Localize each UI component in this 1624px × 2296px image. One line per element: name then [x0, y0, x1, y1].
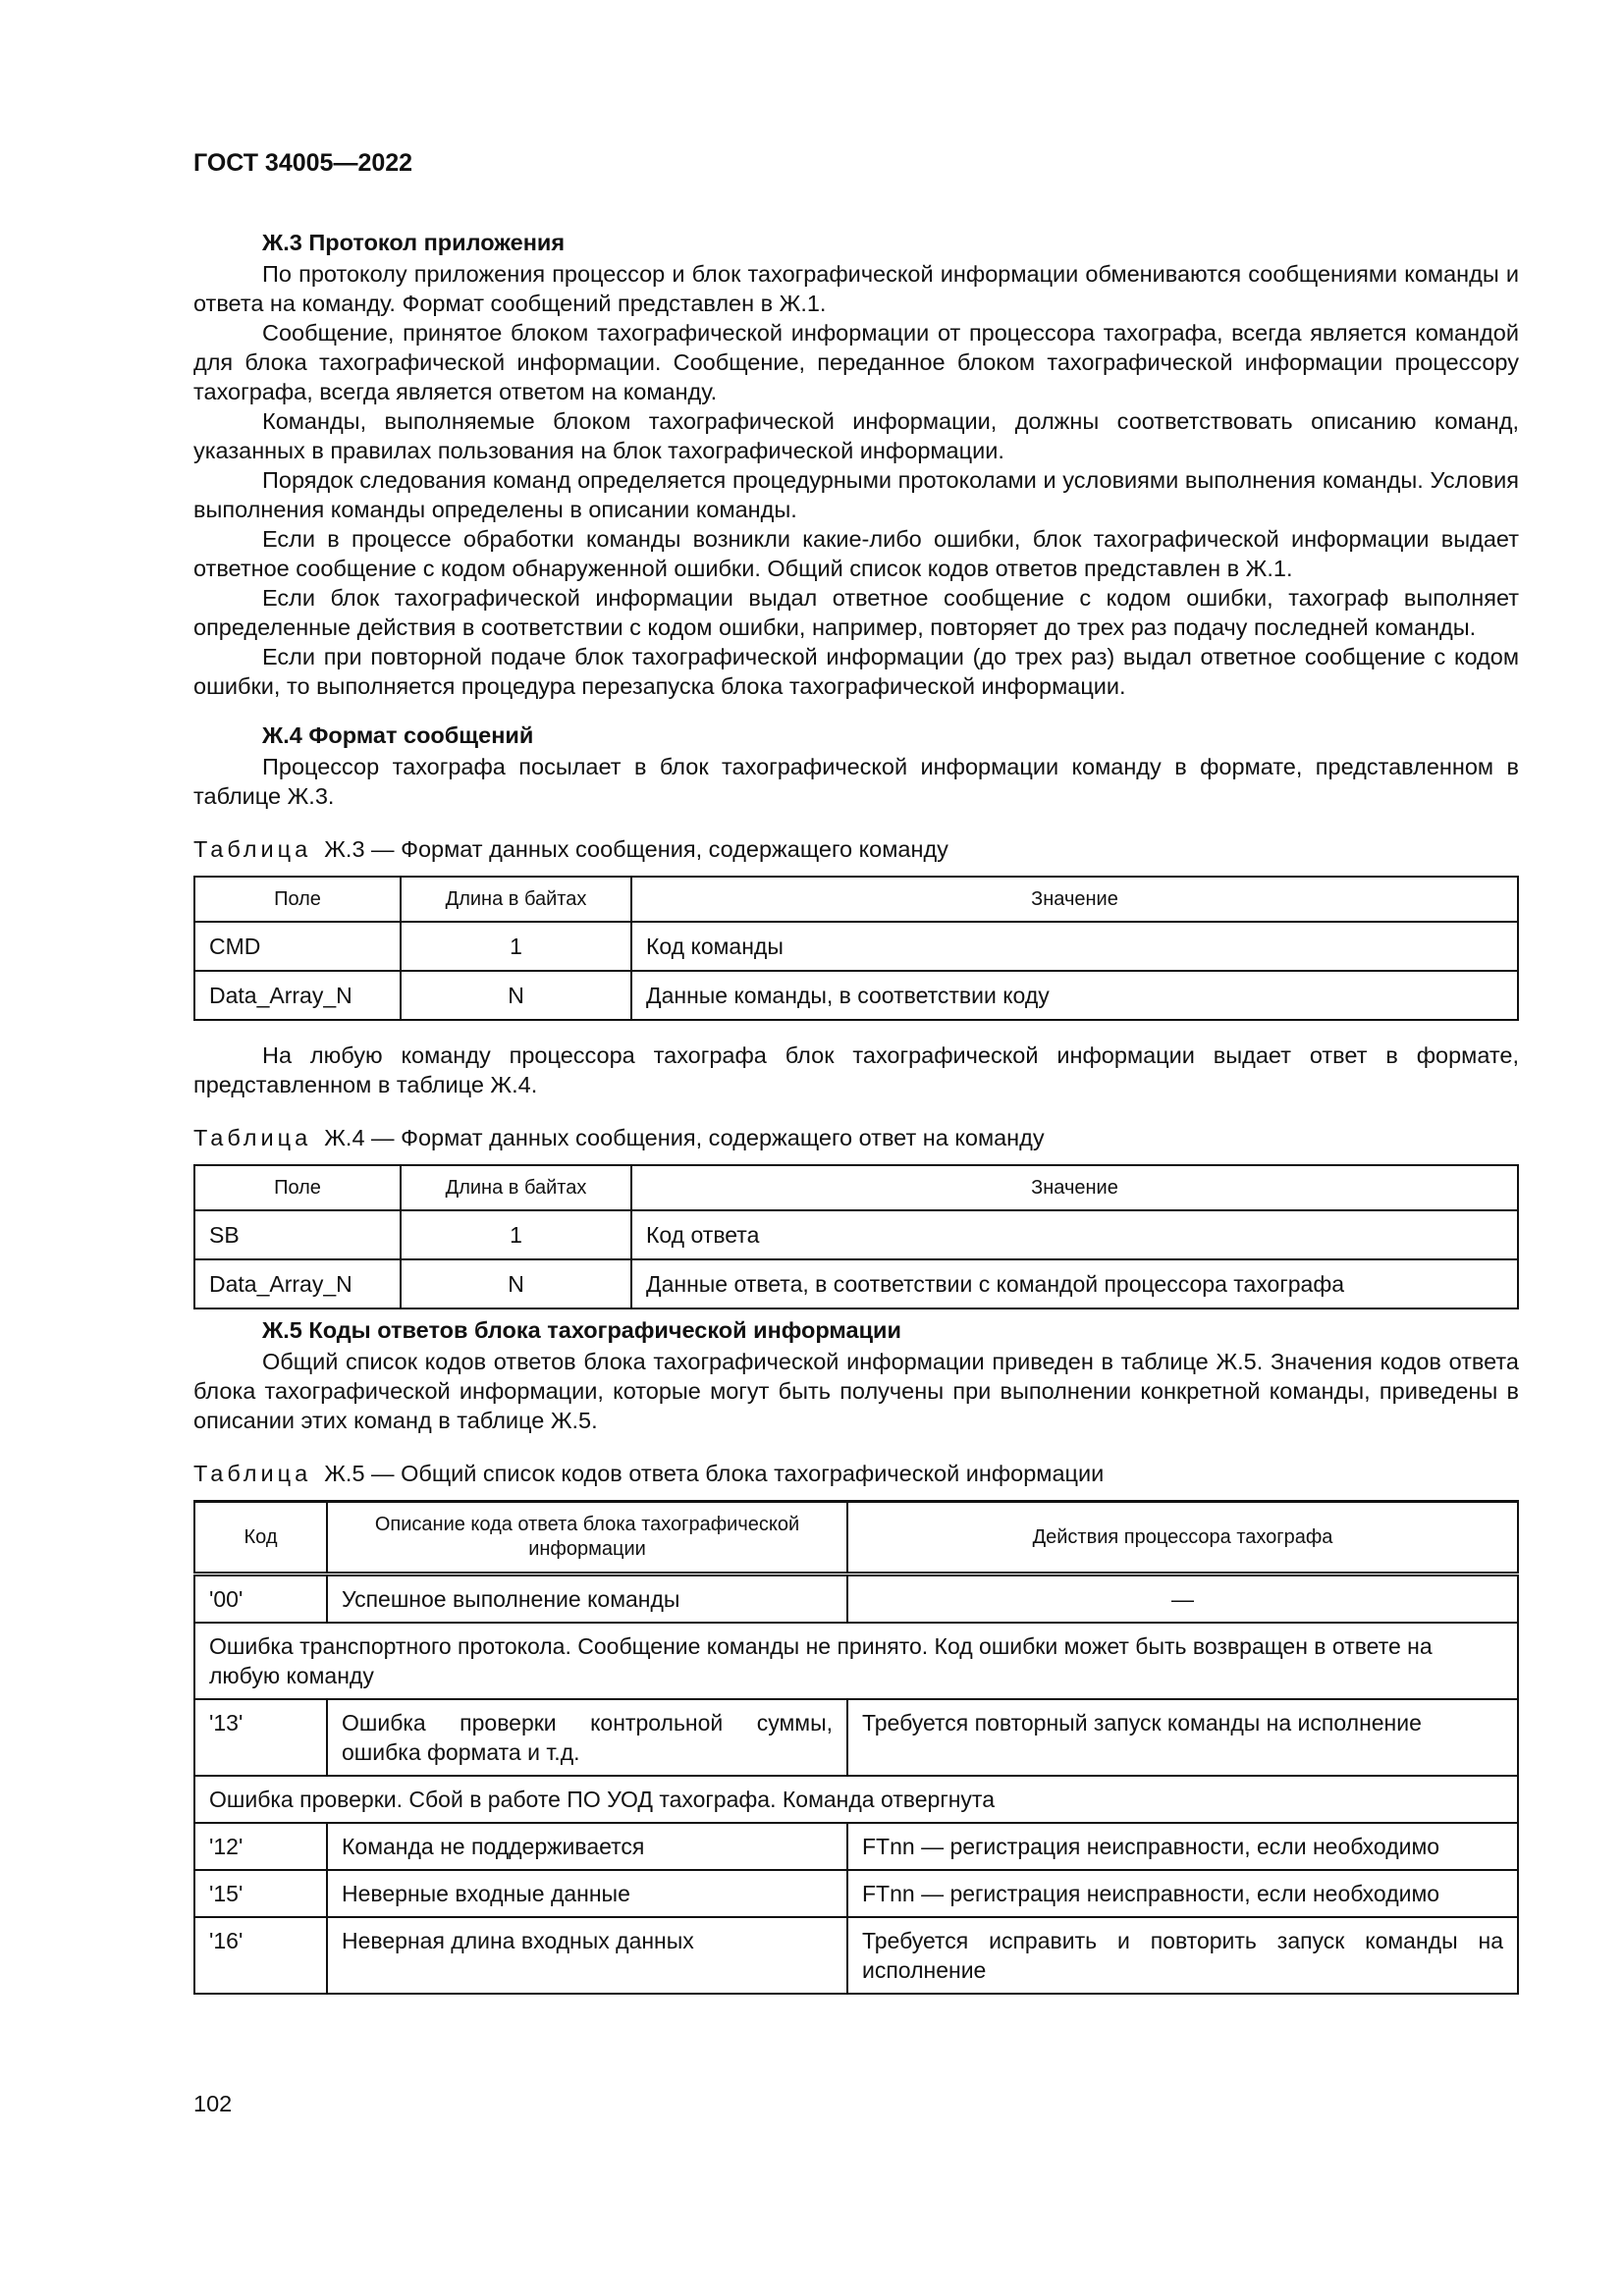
table-caption-zh3	[193, 834, 1519, 864]
paragraph: Общий список кодов ответов блока тахографической информации приведен в таблице Ж.5. Значения кодов ответа блока тахографической информации, которые могут быть получены при выполнении конкретной команды, приведены в описании этих команд в таблице Ж.5.	[193, 1349, 1519, 1433]
table-cell: Требуется повторный запуск команды на исполнение	[847, 1699, 1518, 1776]
table-cell: SB	[194, 1210, 401, 1259]
column-header: Описание кода ответа блока тахографической информации	[327, 1502, 847, 1575]
table-zh5	[193, 1500, 1519, 1995]
column-header: Действия процессора тахографа	[847, 1502, 1518, 1575]
table-caption-word: Таблица	[193, 836, 312, 862]
table-cell: 1	[401, 922, 631, 971]
table-header-row	[194, 1165, 1518, 1210]
column-header: Значение	[631, 1165, 1518, 1210]
table-row	[194, 1917, 1518, 1994]
column-header: Длина в байтах	[401, 1165, 631, 1210]
paragraph: Сообщение, принятое блоком тахографической информации от процессора тахографа, всегда является командой для блока тахографической информации. Сообщение, переданное блоком тахографической информации процессору тахографа, всегда является ответом на команду.	[193, 320, 1519, 404]
table-row	[194, 1210, 1518, 1259]
table-cell: Данные ответа, в соответствии с командой процессора тахографа	[631, 1259, 1518, 1308]
paragraph: Процессор тахографа посылает в блок тахографической информации команду в формате, представленном в таблице Ж.3.	[193, 754, 1519, 809]
table-zh3	[193, 876, 1519, 1021]
table-zh4	[193, 1164, 1519, 1309]
table-cell: Требуется исправить и повторить запуск команды на исполнение	[847, 1917, 1518, 1994]
table-cell: Код команды	[631, 922, 1518, 971]
table-header-row	[194, 877, 1518, 922]
table-cell: Data_Array_N	[194, 971, 401, 1020]
table-cell: '12'	[194, 1823, 327, 1870]
table-row	[194, 971, 1518, 1020]
table-cell: Код ответа	[631, 1210, 1518, 1259]
table-row	[194, 1699, 1518, 1776]
table-cell: '00'	[194, 1575, 327, 1624]
table-cell: CMD	[194, 922, 401, 971]
table-row	[194, 1823, 1518, 1870]
page-content	[193, 228, 1519, 1995]
table-row	[194, 922, 1518, 971]
table-cell: Неверные входные данные	[327, 1870, 847, 1917]
table-cell: Data_Array_N	[194, 1259, 401, 1308]
table-caption-text: Ж.5 — Общий список кодов ответа блока тахографической информации	[324, 1461, 1105, 1486]
column-header: Поле	[194, 1165, 401, 1210]
table-cell: FTnn — регистрация неисправности, если необходимо	[847, 1823, 1518, 1870]
table-cell: Неверная длина входных данных	[327, 1917, 847, 1994]
paragraph: На любую команду процессора тахографа блок тахографической информации выдает ответ в формате, представленном в таблице Ж.4.	[193, 1042, 1519, 1097]
paragraph: Если при повторной подаче блок тахографической информации (до трех раз) выдал ответное сообщение с кодом ошибки, то выполняется процедура перезапуска блока тахографической информации.	[193, 644, 1519, 699]
table-cell: FTnn — регистрация неисправности, если необходимо	[847, 1870, 1518, 1917]
table-cell: '13'	[194, 1699, 327, 1776]
table-caption-text: Ж.3 — Формат данных сообщения, содержащего команду	[324, 836, 948, 862]
table-header-row	[194, 1502, 1518, 1575]
paragraph: Команды, выполняемые блоком тахографической информации, должны соответствовать описанию команд, указанных в правилах пользования на блок тахографической информации.	[193, 408, 1519, 463]
section-title-zh5: Ж.5 Коды ответов блока тахографической информации	[262, 1317, 901, 1343]
page-number: 102	[193, 2091, 233, 2116]
paragraph: Если блок тахографической информации выдал ответное сообщение с кодом ошибки, тахограф выполняет определенные действия в соответствии с кодом ошибки, например, повторяет до трех раз подачу последней команды.	[193, 585, 1519, 640]
table-cell: N	[401, 1259, 631, 1308]
table-group-row	[194, 1776, 1518, 1823]
table-row	[194, 1259, 1518, 1308]
table-group-cell: Ошибка проверки. Сбой в работе ПО УОД тахографа. Команда отвергнута	[194, 1776, 1518, 1823]
table-caption-text: Ж.4 — Формат данных сообщения, содержащего ответ на команду	[324, 1125, 1045, 1150]
table-cell: Успешное выполнение команды	[327, 1575, 847, 1624]
document-header: ГОСТ 34005—2022	[193, 149, 413, 177]
table-caption-zh5	[193, 1459, 1519, 1488]
section-title-zh4: Ж.4 Формат сообщений	[262, 722, 534, 748]
table-caption-word: Таблица	[193, 1461, 312, 1486]
table-cell: Данные команды, в соответствии коду	[631, 971, 1518, 1020]
table-cell: '16'	[194, 1917, 327, 1994]
paragraph: Порядок следования команд определяется процедурными протоколами и условиями выполнения команды. Условия выполнения команды определены в описании команды.	[193, 467, 1519, 522]
column-header: Значение	[631, 877, 1518, 922]
column-header: Поле	[194, 877, 401, 922]
table-cell: '15'	[194, 1870, 327, 1917]
paragraph: По протоколу приложения процессор и блок тахографической информации обмениваются сообщениями команды и ответа на команду. Формат сообщений представлен в Ж.1.	[193, 261, 1519, 316]
table-cell: Ошибка проверки контрольной суммы, ошибка формата и т.д.	[327, 1699, 847, 1776]
table-cell: —	[847, 1575, 1518, 1624]
table-caption-word: Таблица	[193, 1125, 312, 1150]
table-cell: Команда не поддерживается	[327, 1823, 847, 1870]
column-header: Длина в байтах	[401, 877, 631, 922]
table-group-row	[194, 1623, 1518, 1699]
table-group-cell: Ошибка транспортного протокола. Сообщение команды не принято. Код ошибки может быть возвращен в ответе на любую команду	[194, 1623, 1518, 1699]
table-cell: N	[401, 971, 631, 1020]
section-title-zh3: Ж.3 Протокол приложения	[262, 230, 566, 255]
paragraph: Если в процессе обработки команды возникли какие-либо ошибки, блок тахографической информации выдает ответное сообщение с кодом обнаруженной ошибки. Общий список кодов ответов представлен в Ж.1.	[193, 526, 1519, 581]
column-header: Код	[194, 1502, 327, 1575]
table-cell: 1	[401, 1210, 631, 1259]
table-caption-zh4	[193, 1123, 1519, 1152]
table-row	[194, 1870, 1518, 1917]
table-row	[194, 1575, 1518, 1624]
